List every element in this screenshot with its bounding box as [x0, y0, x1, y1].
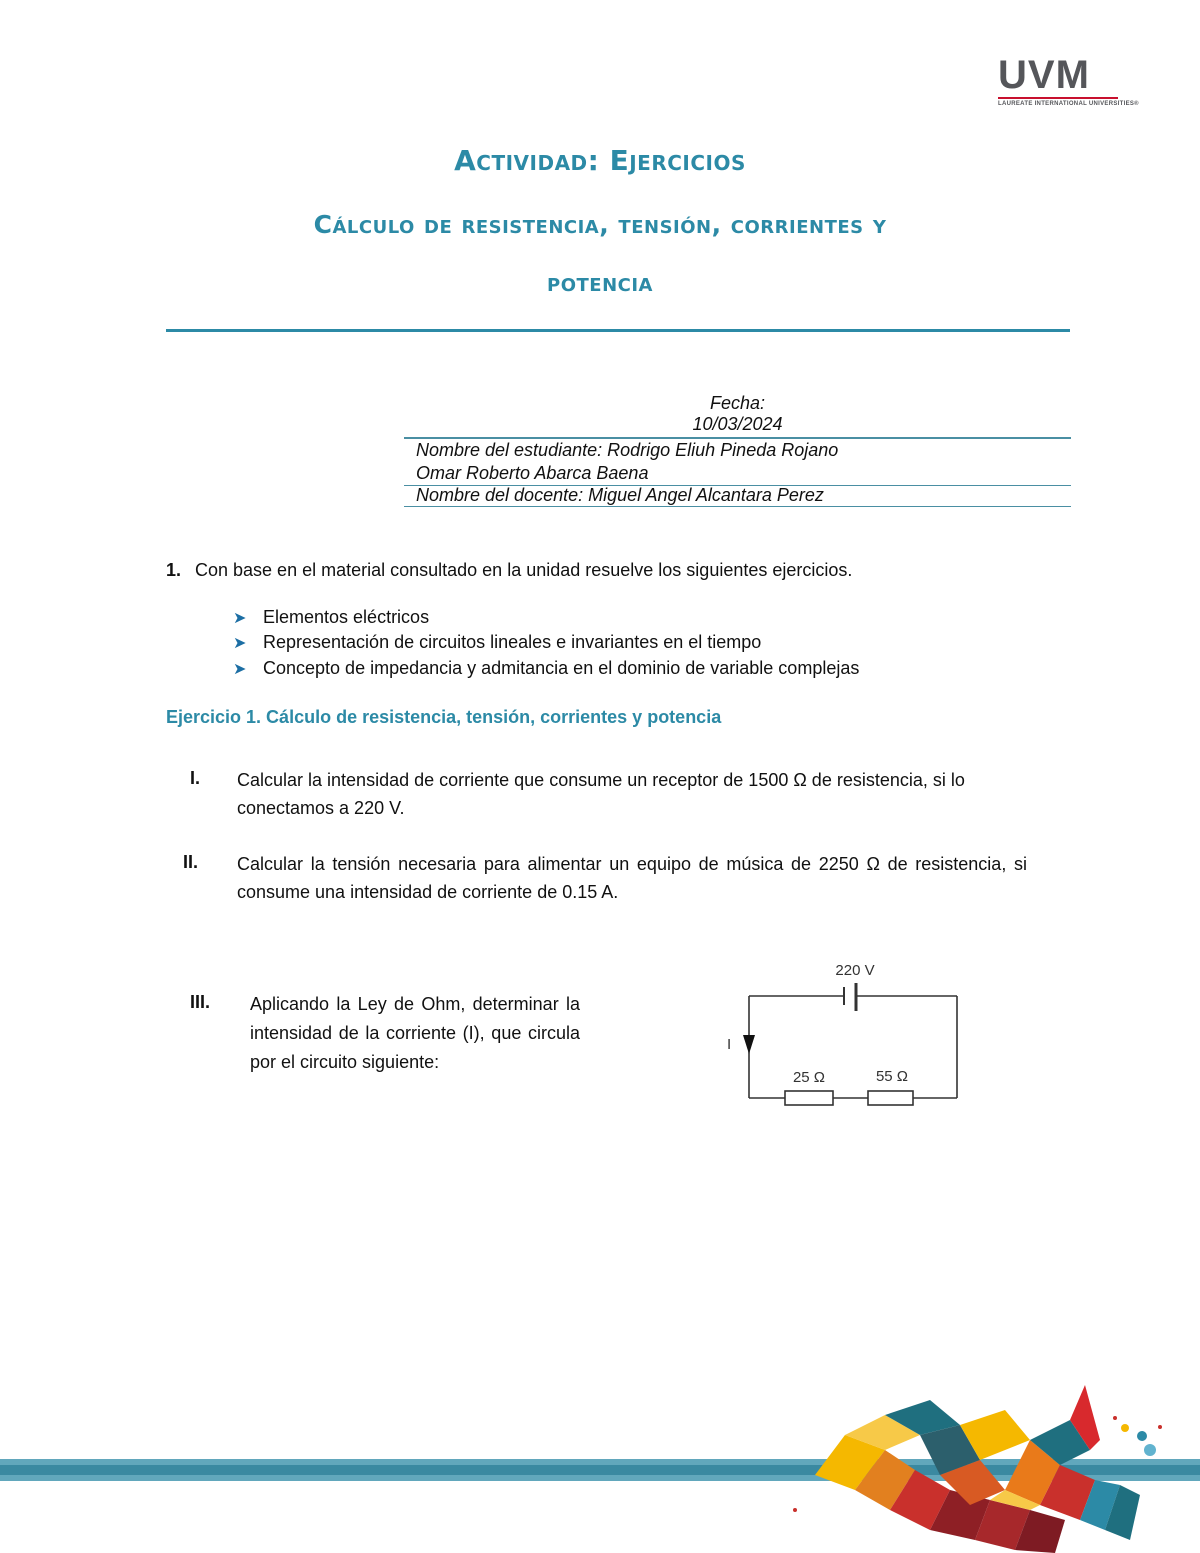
fecha-label: Fecha: — [709, 393, 766, 413]
list-item-text: Representación de circuitos lineales e invariantes en el tiempo — [263, 632, 762, 652]
exercise-text: Calcular la tensión necesaria para alimentar un equipo de música de 2250 Ω de resistencia, si consume una intensidad de corriente de 0.15 A. — [237, 854, 1027, 902]
document-subtitle-line1: Cálculo de resistencia, tensión, corrientes y — [313, 210, 887, 239]
list-item — [233, 607, 429, 628]
logo-letters: UVM — [998, 53, 1090, 97]
logo-red-bar — [998, 97, 1118, 99]
circuit-diagram — [700, 955, 1000, 1115]
arrow-bullet-icon: ➤ — [233, 661, 247, 678]
exercise-text: Aplicando la Ley de Ohm, determinar la intensidad de la corriente (I), que circula por el circuito siguiente: — [250, 994, 580, 1072]
info-divider — [404, 506, 1071, 507]
resistor-25 — [785, 1091, 833, 1105]
document-subtitle-line2: potencia — [547, 268, 653, 297]
exercise-heading: Ejercicio 1. Cálculo de resistencia, tensión, corrientes y potencia — [166, 707, 722, 727]
logo-subtitle: LAUREATE INTERNATIONAL UNIVERSITIES® — [998, 101, 1139, 107]
list-item — [233, 632, 761, 653]
uvm-logo — [998, 53, 1139, 108]
exercise-text: Calcular la intensidad de corriente que consume un receptor de 1500 Ω de resistencia, si lo conectamos a 220 V. — [237, 770, 965, 818]
document-title: Actividad: Ejercicios — [454, 144, 746, 177]
exercise-numeral: III. — [190, 992, 211, 1012]
resistor2-label: 55 Ω — [875, 1068, 909, 1085]
list-item-text: Elementos eléctricos — [263, 607, 430, 627]
arrow-bullet-icon: ➤ — [233, 610, 247, 627]
teacher-name: Nombre del docente: Miguel Angel Alcantara Perez — [416, 485, 824, 505]
fecha-value: 10/03/2024 — [692, 414, 783, 434]
exercise-numeral: II. — [183, 852, 199, 872]
instruction-text: Con base en el material consultado en la unidad resuelve los siguientes ejercicios. — [195, 560, 853, 580]
student-name-line1: Nombre del estudiante: Rodrigo Eliuh Pineda Rojano — [416, 440, 839, 460]
decorative-cubes-art — [790, 1380, 1200, 1553]
resistor-55 — [868, 1091, 913, 1105]
arrow-bullet-icon: ➤ — [233, 635, 247, 652]
info-divider — [404, 437, 1071, 439]
list-item-text: Concepto de impedancia y admitancia en el dominio de variable complejas — [263, 658, 860, 678]
instruction-number: 1. — [166, 560, 182, 580]
resistor1-label: 25 Ω — [792, 1069, 826, 1086]
source-voltage-label: 220 V — [835, 962, 875, 979]
current-arrow-icon — [743, 1035, 755, 1054]
current-label: I — [727, 1036, 732, 1053]
list-item — [233, 658, 859, 679]
exercise-numeral: I. — [190, 768, 201, 788]
title-divider — [166, 329, 1070, 332]
student-name-line2: Omar Roberto Abarca Baena — [416, 463, 649, 483]
